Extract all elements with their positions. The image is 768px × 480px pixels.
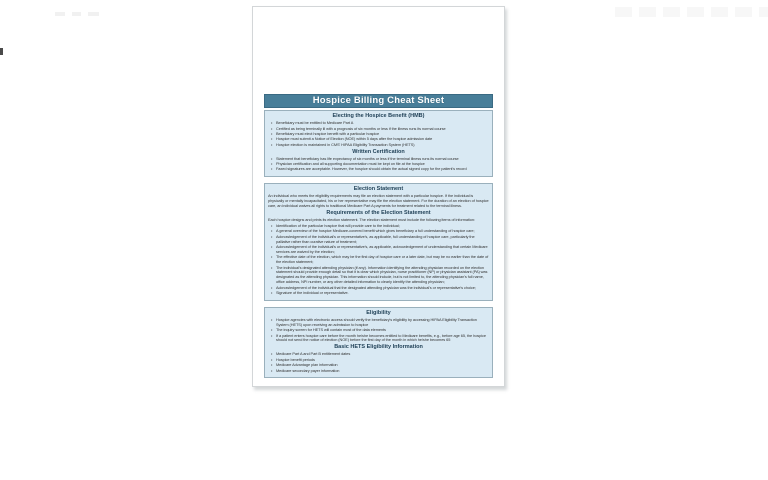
section-heading: Electing the Hospice Benefit (HMB) [332,113,425,119]
bullet-item: • The individual's designated attending physician (if any). Information identifying the attending physician recorded on the election statement should provide enough detail so that it is clear which physician, nurse practitioner (NP) or physician assistant (PA) was designated as the attending physician. This information should include, but is not limited to, the attending physician's full name, office address, NPI number, or any other detailed information to clearly identify the attending physician; [276,266,489,286]
toolbar-artifact-square [759,7,768,17]
bullet-list [268,352,489,373]
bullet-item: • If a patient enters hospice care before the month he/she becomes entitled to Medicare benefits, e.g., before age 65, the hospice should not send the notice of election (NOE) before the first day of the month in which he/she becomes 65 [276,334,489,344]
bullet-item: • Beneficiary must elect hospice benefit with a particular hospice [276,132,489,137]
bullet-item: • Acknowledgement of the individual's or representative's, as applicable, full understanding of hospice care, particularly the palliative rather than curative nature of treatment; [276,235,489,245]
section-heading: Written Certification [352,148,405,155]
bullet-item: • A general overview of the hospice Medicare-covered benefit which gives beneficiary a full understanding of hospice care; [276,229,489,234]
toolbar-artifact-square [615,7,632,17]
document-content [264,94,493,384]
bullet-item: • Physician certification and all supporting documentation must be kept on file at the hospice [276,162,489,167]
bullet-item: • Certified as being terminally ill with a prognosis of six months or less if the illness runs its normal course [276,127,489,132]
section-paragraph: An individual who meets the eligibility requirements may file an election statement with a particular hospice. If the individual is physically or mentally incapacitated, his or her representative may file the election statement. For the duration of an election of hospice care, an individual waives all rights to traditional Medicare Part A payments for treatment related to the terminal illness. [268,193,489,209]
section-heading: Basic HETS Eligibility Information [334,344,423,351]
bullet-item: • Hospice benefit periods [276,358,489,363]
bullet-item: • Identification of the particular hospice that will provide care to the individual; [276,224,489,229]
section-heading: Requirements of the Election Statement [326,210,431,217]
bullet-list [268,157,489,173]
content-panel [264,183,493,301]
bullet-item: • Hospice election is maintained in CMS' HIPAA Eligibility Transaction System (HETS) [276,143,489,148]
bullet-item: • Acknowledgement of the individual's or representative's, as applicable, acknowledgement of understanding that certain Medicare services are waived by the election; [276,245,489,255]
document-sheet [252,6,505,387]
bullet-item: • Beneficiary must be entitled to Medicare Part A [276,121,489,126]
scan-artifact-dash [55,12,65,16]
section-heading: Election Statement [353,186,404,193]
bullet-item: • Statement that beneficiary has life expectancy of six months or less if the terminal illness runs its normal course [276,157,489,162]
content-panel [264,307,493,379]
panel-list [264,110,493,378]
document-title: Hospice Billing Cheat Sheet [312,95,445,106]
toolbar-artifact-square [687,7,704,17]
section-heading: Eligibility [366,309,391,316]
bullet-item: • Hospice agencies with electronic access should verify the beneficiary's eligibility by accessing HIPAA Eligibility Transaction System (HETS) upon receiving an admission to hospice [276,318,489,328]
toolbar-artifact-square [663,7,680,17]
edge-artifact-mark [0,48,3,55]
bullet-item: • Faxed signatures are acceptable. However, the hospice should obtain the actual signed copy for the patient's record [276,167,489,172]
toolbar-artifact-square [711,7,728,17]
scan-artifact-dash [72,12,81,16]
bullet-list [268,121,489,147]
bullet-item: • Acknowledgement of the individual that the designated attending physician was the individual's or representative's choice; [276,286,489,291]
bullet-item: • The effective date of the election, which may be the first day of hospice care or a later date, but may be no earlier than the date of the election statement; [276,255,489,265]
toolbar-artifact-square [639,7,656,17]
toolbar-artifact-square [735,7,752,17]
bullet-item: • The inquiry screen for HETS will contain most of the data elements [276,328,489,333]
bullet-item: • Signature of the individual or representative. [276,291,489,296]
bullet-list [268,318,489,343]
content-panel [264,110,493,177]
bullet-item: • Medicare Part A and Part B entitlement dates [276,352,489,357]
section-paragraph: Each hospice designs and prints its election statement. The election statement must include the following items of information: [268,217,475,223]
bullet-item: • Medicare secondary payer information [276,369,489,374]
bullet-item: • Hospice must submit a Notice of Election (NOE) within 5 days after the hospice admission date [276,137,489,142]
document-title-bar [264,94,493,108]
scan-artifact-dash [88,12,99,16]
bullet-list [268,224,489,296]
bullet-item: • Medicare Advantage plan information [276,363,489,368]
